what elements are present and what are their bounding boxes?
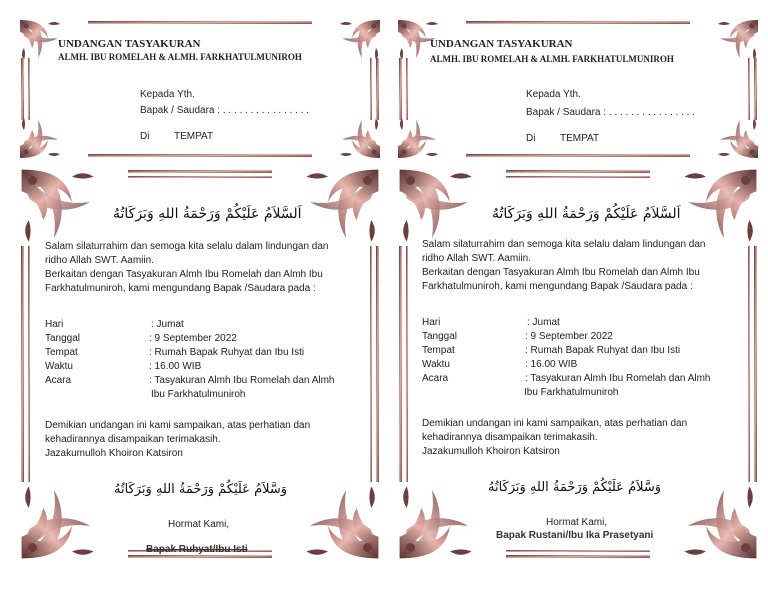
envelope-di: Di xyxy=(526,133,536,144)
salam-closing: وَسَّلاَمُ عَلَيْكُمْ وَرَحْمَةُ اللهِ وَبَرَكَاتُهُ xyxy=(488,480,662,495)
letter-card-right xyxy=(396,166,760,562)
detail-label-acara: Acara xyxy=(422,373,449,384)
envelope-subtitle: ALMH. IBU ROMELAH & ALMH. FARKHATULMUNIROH xyxy=(430,54,674,64)
hormat-kami: Hormat Kami, xyxy=(168,519,230,530)
detail-label-waktu: Waktu xyxy=(422,359,450,370)
envelope-tempat: TEMPAT xyxy=(174,131,214,142)
detail-label-tempat: Tempat xyxy=(422,345,455,356)
envelope-title: UNDANGAN TASYAKURAN xyxy=(430,38,573,50)
envelope-card-left xyxy=(18,18,382,160)
envelope-card-right xyxy=(396,18,760,160)
intro-line-2: ridho Allah SWT. Aamiin. xyxy=(45,255,154,266)
detail-label-tanggal: Tanggal xyxy=(45,333,81,344)
detail-label-hari: Hari xyxy=(422,317,441,328)
envelope-kepada: Kepada Yth. xyxy=(526,89,581,100)
detail-value-tanggal: : 9 September 2022 xyxy=(149,333,237,344)
intro-line-1: Salam silaturrahim dan semoga kita selalu dalam lindungan dan xyxy=(45,241,329,252)
detail-value-waktu: : 16.00 WIB xyxy=(525,359,578,370)
intro-line-2: ridho Allah SWT. Aamiin. xyxy=(422,253,531,264)
signature-name: Bapak Ruhyat/Ibu Isti xyxy=(146,544,248,555)
envelope-bapak: Bapak / Saudara : . . . . . . . . . . . . . . . . xyxy=(140,105,309,116)
signature-name: Bapak Rustani/Ibu Ika Prasetyani xyxy=(496,530,654,541)
intro-line-4: Farkhatulmuniroh, kami mengundang Bapak /Saudara pada : xyxy=(422,281,693,292)
detail-label-hari: Hari xyxy=(45,319,64,330)
envelope-tempat: TEMPAT xyxy=(560,133,600,144)
intro-line-3: Berkaitan dengan Tasyakuran Almh Ibu Romelah dan Almh Ibu xyxy=(45,269,323,280)
detail-value-acara: : Tasyakuran Almh Ibu Romelah dan Almh xyxy=(149,375,335,386)
detail-value-hari: : Jumat xyxy=(527,317,560,328)
detail-value-acara-cont: Ibu Farkhatulmuniroh xyxy=(151,389,246,400)
closing-line-2: kehadirannya disampaikan terimakasih. xyxy=(422,432,598,443)
intro-line-4: Farkhatulmuniroh, kami mengundang Bapak /Saudara pada : xyxy=(45,283,316,294)
envelope-bapak: Bapak / Saudara : . . . . . . . . . . . . . . . . xyxy=(526,107,695,118)
detail-label-tanggal: Tanggal xyxy=(422,331,458,342)
envelope-di: Di xyxy=(140,131,150,142)
closing-line-1: Demikian undangan ini kami sampaikan, atas perhatian dan xyxy=(422,418,688,429)
detail-value-acara-cont: Ibu Farkhatulmuniroh xyxy=(524,387,619,398)
detail-label-acara: Acara xyxy=(45,375,72,386)
hormat-kami: Hormat Kami, xyxy=(546,517,608,528)
envelope-subtitle: ALMH. IBU ROMELAH & ALMH. FARKHATULMUNIROH xyxy=(58,52,302,62)
detail-label-tempat: Tempat xyxy=(45,347,78,358)
detail-value-hari: : Jumat xyxy=(151,319,184,330)
closing-line-3: Jazakumulloh Khoiron Katsiron xyxy=(45,448,183,459)
letter-frame-right xyxy=(396,166,760,562)
salam-opening: اَلسَّلاَمُ عَلَيْكُمْ وَرَحْمَةُ اللهِ وَبَرَكَاتُهُ xyxy=(492,206,681,222)
closing-line-3: Jazakumulloh Khoiron Katsiron xyxy=(422,446,560,457)
letter-card-left xyxy=(18,166,382,562)
closing-line-2: kehadirannya disampaikan terimakasih. xyxy=(45,434,221,445)
salam-opening: اَلسَّلاَمُ عَلَيْكُمْ وَرَحْمَةُ اللهِ وَبَرَكَاتُهُ xyxy=(113,206,302,222)
salam-closing: وَسَّلاَمُ عَلَيْكُمْ وَرَحْمَةُ اللهِ وَبَرَكَاتُهُ xyxy=(114,482,288,497)
detail-value-tempat: : Rumah Bapak Ruhyat dan Ibu Isti xyxy=(149,347,305,358)
closing-line-1: Demikian undangan ini kami sampaikan, atas perhatian dan xyxy=(45,420,311,431)
intro-line-3: Berkaitan dengan Tasyakuran Almh Ibu Romelah dan Almh Ibu xyxy=(422,267,700,278)
detail-label-waktu: Waktu xyxy=(45,361,73,372)
envelope-title: UNDANGAN TASYAKURAN xyxy=(58,38,201,50)
detail-value-tanggal: : 9 September 2022 xyxy=(525,331,613,342)
detail-value-acara: : Tasyakuran Almh Ibu Romelah dan Almh xyxy=(525,373,711,384)
detail-value-tempat: : Rumah Bapak Ruhyat dan Ibu Isti xyxy=(525,345,681,356)
envelope-kepada: Kepada Yth. xyxy=(140,89,195,100)
detail-value-waktu: : 16.00 WIB xyxy=(149,361,202,372)
intro-line-1: Salam silaturrahim dan semoga kita selalu dalam lindungan dan xyxy=(422,239,706,250)
